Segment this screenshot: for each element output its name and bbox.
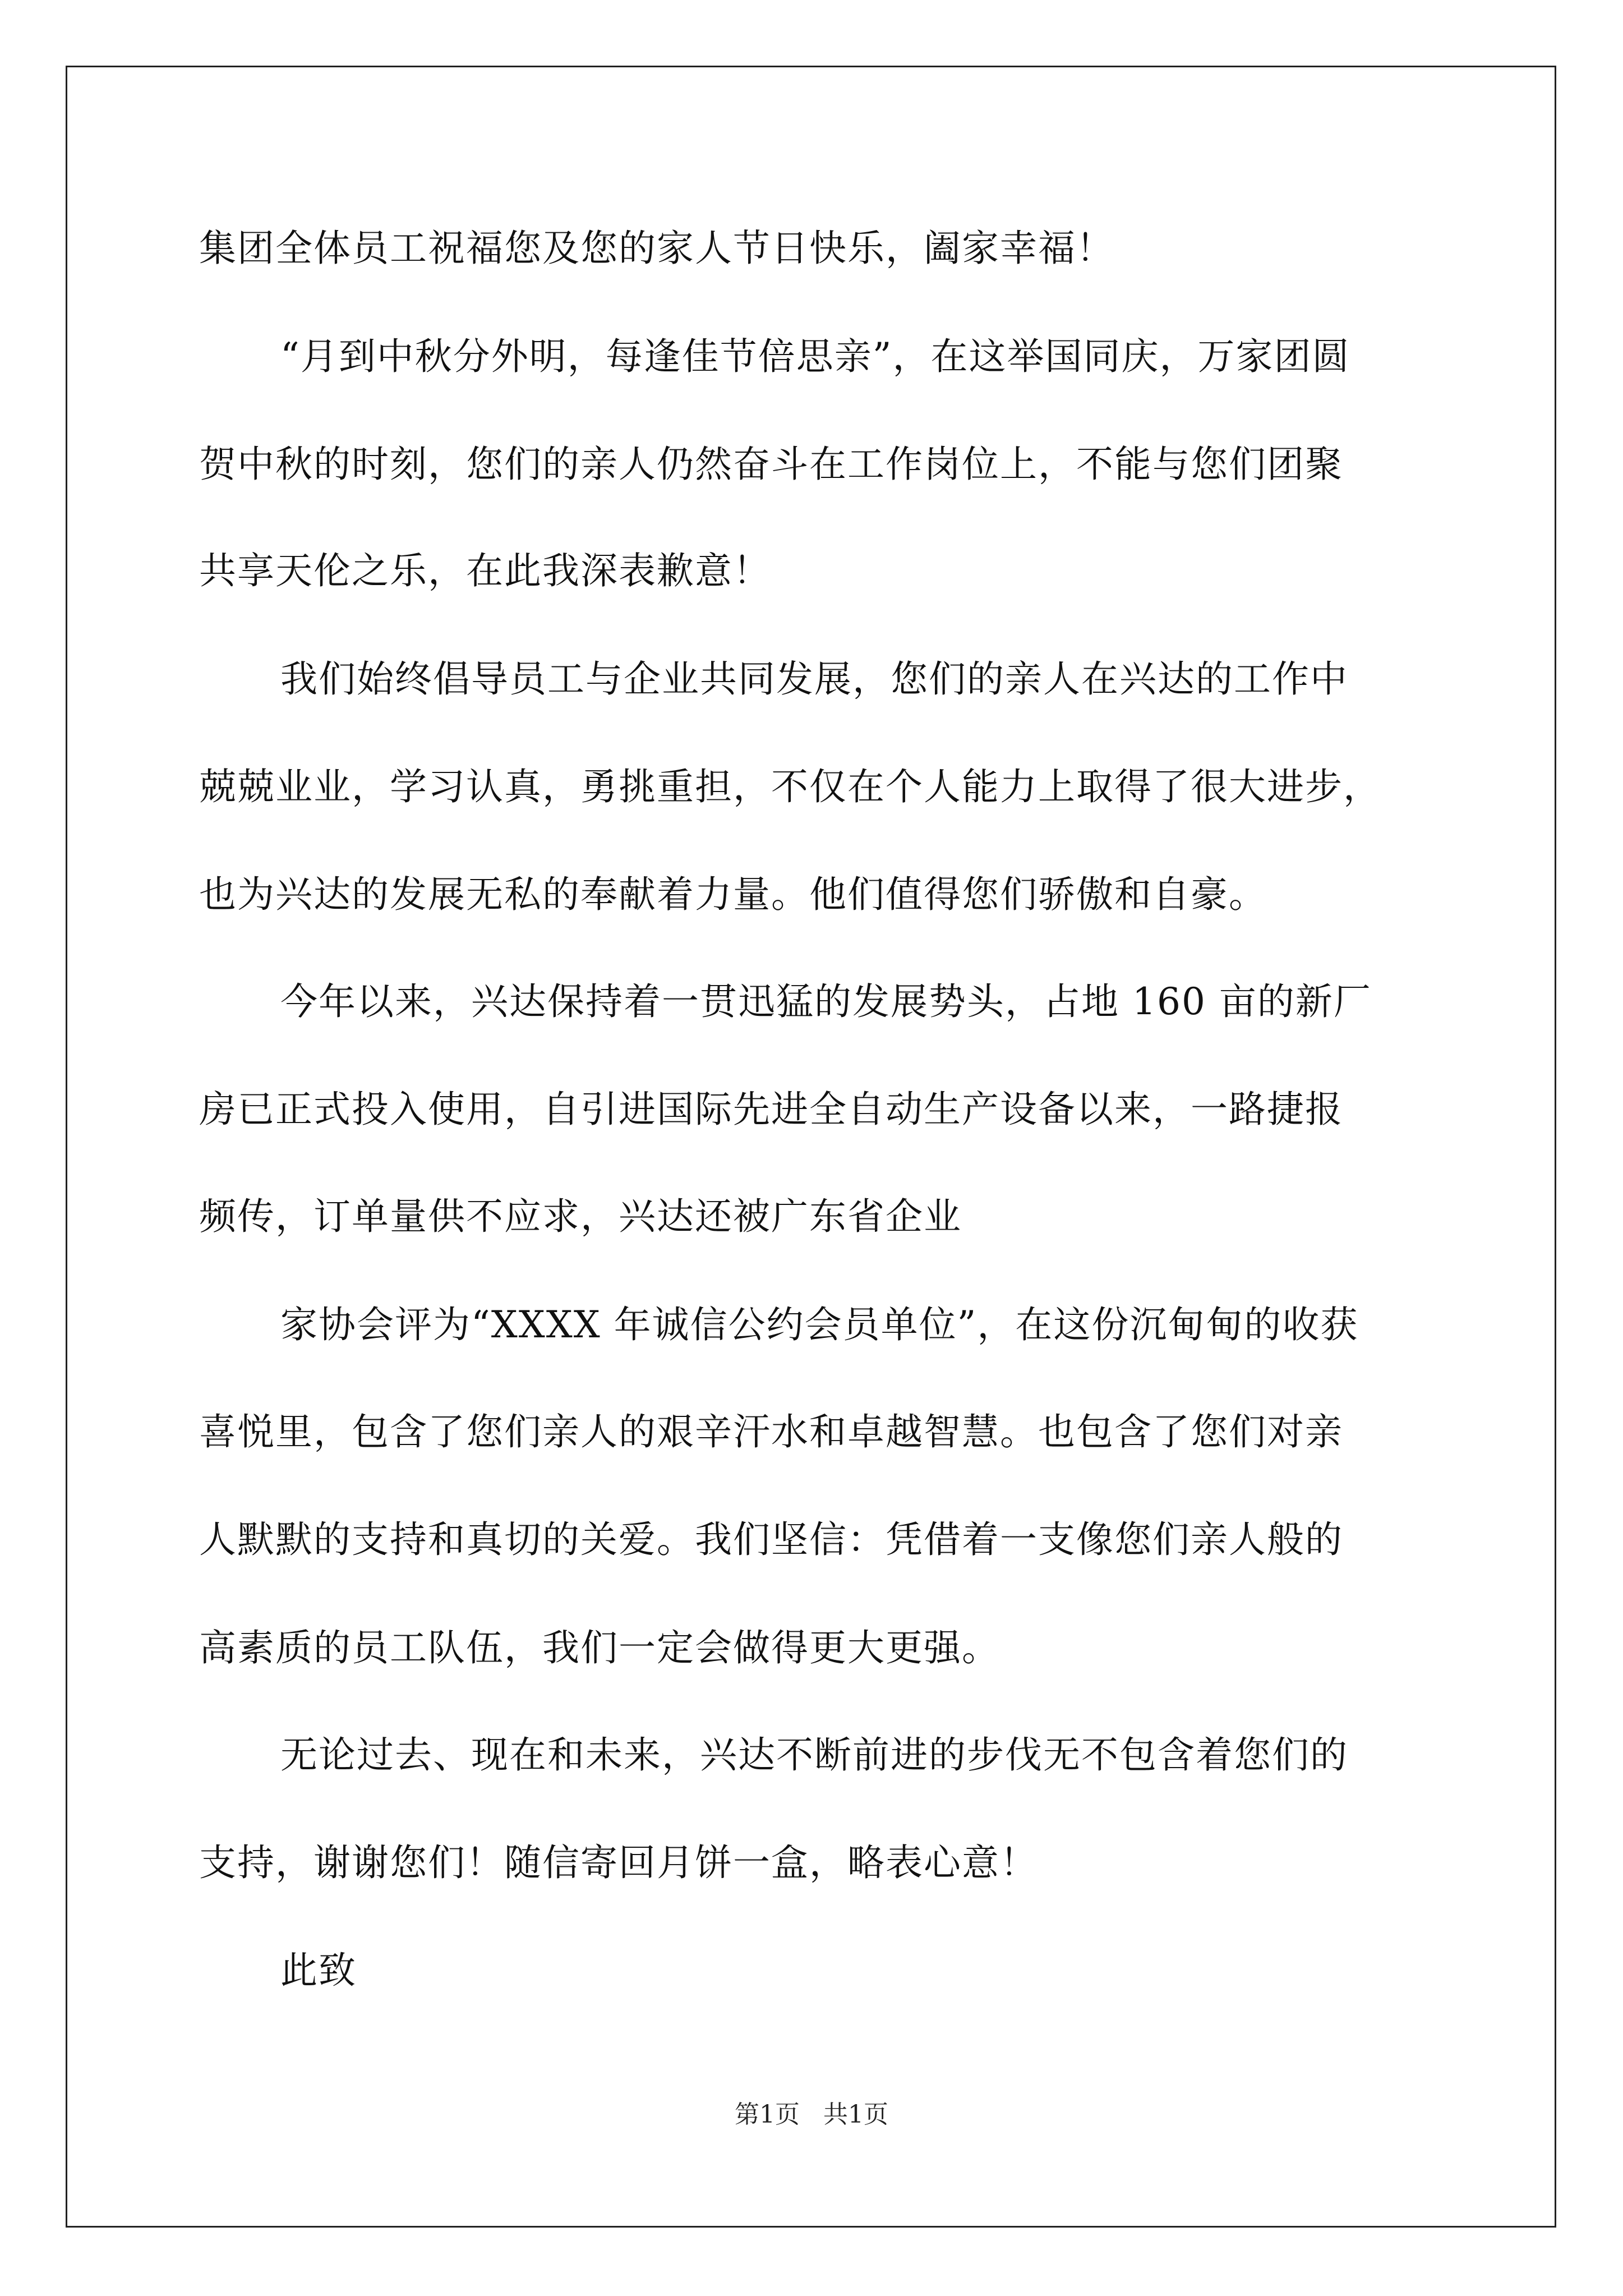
text-line: 频传，订单量供不应求，兴达还被广东省企业 <box>199 1195 962 1238</box>
text-line: 也为兴达的发展无私的奉献着力量。他们值得您们骄傲和自豪。 <box>199 873 1267 916</box>
text-line: 人默默的支持和真切的关爱。我们坚信：凭借着一支像您们亲人般的 <box>199 1518 1343 1561</box>
text-line: 喜悦里，包含了您们亲人的艰辛汗水和卓越智慧。也包含了您们对亲 <box>199 1410 1343 1453</box>
text-line: 支持，谢谢您们！随信寄回月饼一盒，略表心意！ <box>199 1841 1038 1884</box>
page-footer: 第1页 共1页 <box>735 2100 888 2129</box>
text-line: 此致 <box>280 1949 357 1992</box>
text-line: 集团全体员工祝福您及您的家人节日快乐，阖家幸福！ <box>199 227 1114 270</box>
text-line: 今年以来，兴达保持着一贯迅猛的发展势头，占地 160 亩的新厂 <box>280 980 1372 1023</box>
text-line: 共享天伦之乐，在此我深表歉意！ <box>199 549 771 592</box>
text-line: 房已正式投入使用，自引进国际先进全自动生产设备以来，一路捷报 <box>199 1088 1343 1131</box>
page-border <box>66 66 1556 2228</box>
text-line: 高素质的员工队伍，我们一定会做得更大更强。 <box>199 1626 1000 1669</box>
text-line: 贺中秋的时刻，您们的亲人仍然奋斗在工作岗位上，不能与您们团聚 <box>199 443 1343 486</box>
text-line: “月到中秋分外明，每逢佳节倍思亲”，在这举国同庆，万家团圆 <box>280 335 1350 378</box>
text-line: 无论过去、现在和未来，兴达不断前进的步伐无不包含着您们的 <box>280 1733 1348 1777</box>
text-line: 兢兢业业，学习认真，勇挑重担，不仅在个人能力上取得了很大进步， <box>199 765 1381 808</box>
text-line: 我们始终倡导员工与企业共同发展，您们的亲人在兴达的工作中 <box>280 657 1348 701</box>
text-line: 家协会评为“XXXX 年诚信公约会员单位”，在这份沉甸甸的收获 <box>280 1303 1359 1346</box>
